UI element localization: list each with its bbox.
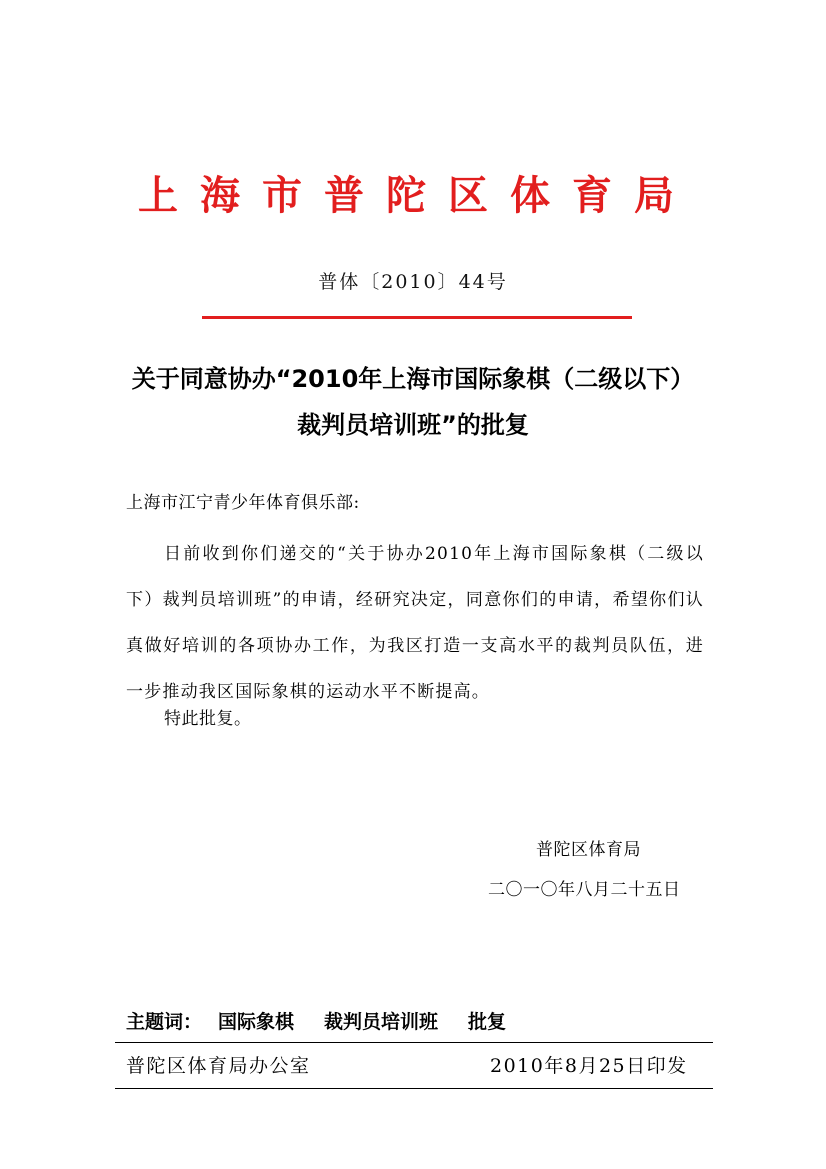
organization-title: 上海市普陀区体育局 <box>138 172 696 219</box>
body-paragraph: 日前收到你们递交的“关于协办2010年上海市国际象棋（二级以下）裁判员培训班”的申请，经研究决定，同意你们的申请，希望你们认真做好培训的各项协办工作，为我区打造一支高水平的裁判员队伍，进一步推动我区国际象棋的运动水平不断提高。 <box>126 544 704 702</box>
salutation: 上海市江宁青少年体育俱乐部: <box>126 493 360 513</box>
document-number: 普体〔2010〕44号 <box>318 271 508 293</box>
document-subject <box>0 356 826 448</box>
signature-date: 二〇一〇年八月二十五日 <box>488 880 681 900</box>
keyword-item: 批复 <box>468 1011 507 1033</box>
footer-print-date: 2010年8月25日印发 <box>490 1055 688 1077</box>
keywords-line <box>126 1005 726 1039</box>
subject-line-1: 关于同意协办“2010年上海市国际象棋（二级以下） <box>131 365 695 393</box>
subject-line-2: 裁判员培训班”的批复 <box>297 411 529 439</box>
footer-issuer: 普陀区体育局办公室 <box>126 1055 311 1077</box>
red-divider <box>202 316 632 319</box>
footer-bottom-rule <box>115 1088 713 1089</box>
footer-top-rule <box>115 1042 713 1043</box>
keywords-label: 主题词： <box>126 1011 203 1033</box>
keyword-item: 裁判员培训班 <box>324 1011 439 1033</box>
signer-name: 普陀区体育局 <box>536 840 641 860</box>
closing-remark: 特此批复。 <box>164 709 252 729</box>
keyword-item: 国际象棋 <box>218 1011 295 1033</box>
